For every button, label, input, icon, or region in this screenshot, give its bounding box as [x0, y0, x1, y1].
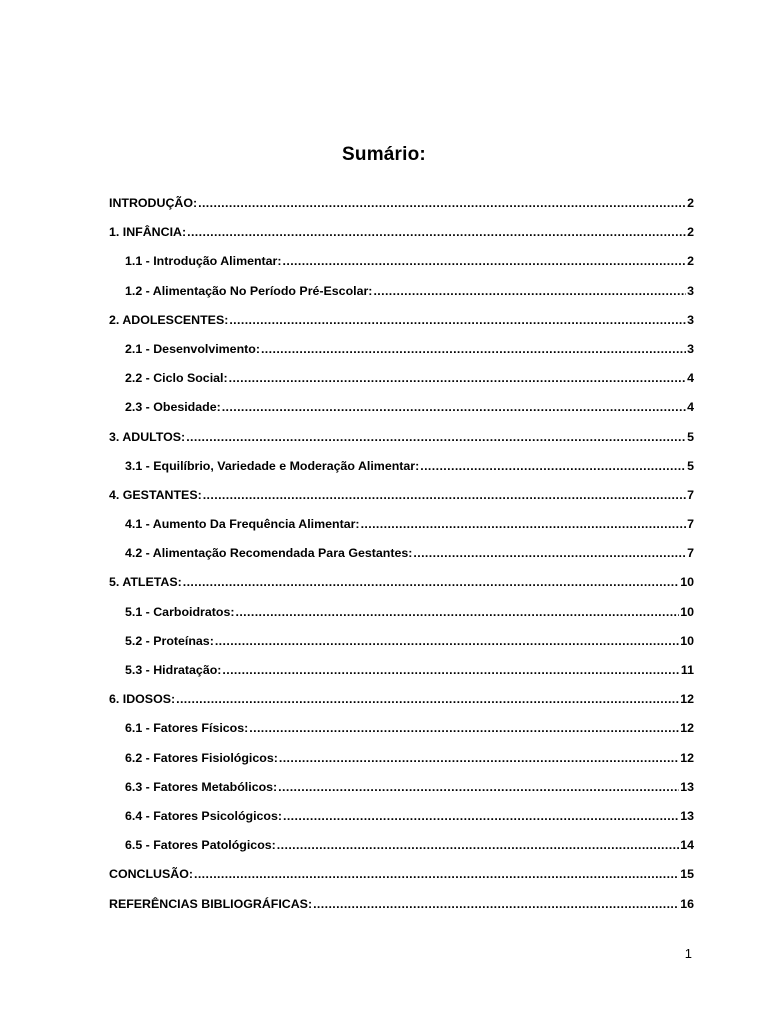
toc-dot-leader: [279, 751, 679, 765]
toc-entry[interactable]: [109, 809, 694, 838]
toc-entry-page: 15: [680, 867, 694, 882]
toc-entry-page: 7: [687, 487, 694, 502]
toc-entry-page: 7: [687, 517, 694, 532]
table-of-contents: [109, 196, 694, 926]
toc-entry-page: 12: [680, 692, 694, 707]
toc-dot-leader: [215, 634, 679, 648]
toc-entry-label: 3. ADULTOS:: [109, 429, 186, 444]
toc-entry-page: 2: [687, 254, 694, 269]
toc-entry-page: 2: [687, 225, 694, 240]
toc-entry-page: 10: [680, 633, 694, 648]
toc-entry-label: 2.3 - Obesidade:: [125, 400, 221, 415]
toc-dot-leader: [198, 196, 686, 210]
toc-entry[interactable]: [109, 605, 694, 634]
toc-entry[interactable]: [109, 517, 694, 546]
toc-dot-leader: [249, 721, 679, 735]
toc-entry-label: 3.1 - Equilíbrio, Variedade e Moderação Alimentar:: [125, 458, 420, 473]
toc-entry-page: 3: [687, 341, 694, 356]
toc-entry-page: 10: [680, 575, 694, 590]
toc-dot-leader: [283, 254, 687, 268]
toc-entry-page: 3: [687, 283, 694, 298]
toc-entry[interactable]: [109, 692, 694, 721]
toc-entry-label: 5.3 - Hidratação:: [125, 663, 222, 677]
toc-entry-label: 6.1 - Fatores Físicos:: [125, 721, 249, 736]
toc-entry[interactable]: [109, 634, 694, 663]
toc-entry[interactable]: [109, 254, 694, 283]
toc-entry-label: INTRODUÇÃO:: [109, 196, 198, 210]
toc-entry[interactable]: [109, 867, 694, 896]
toc-entry-page: 12: [680, 750, 694, 765]
toc-entry-label: 2. ADOLESCENTES:: [109, 312, 229, 327]
toc-entry[interactable]: [109, 780, 694, 809]
toc-entry-page: 5: [687, 429, 694, 444]
toc-dot-leader: [413, 546, 686, 560]
toc-dot-leader: [261, 342, 686, 356]
page-number: 1: [684, 946, 692, 961]
toc-entry-label: 6.3 - Fatores Metabólicos:: [125, 779, 278, 794]
toc-dot-leader: [277, 838, 679, 852]
toc-entry-label: 4. GESTANTES:: [109, 487, 202, 502]
toc-entry[interactable]: [109, 400, 694, 429]
toc-entry[interactable]: [109, 838, 694, 867]
toc-dot-leader: [203, 488, 686, 502]
toc-entry-label: 6.5 - Fatores Patológicos:: [125, 838, 276, 853]
toc-entry-page: 14: [680, 838, 694, 853]
toc-entry-page: 16: [680, 896, 694, 911]
toc-entry-label: 2.1 - Desenvolvimento:: [125, 341, 260, 356]
toc-entry[interactable]: [109, 546, 694, 575]
toc-entry-page: 2: [687, 196, 694, 210]
toc-entry-page: 5: [687, 458, 694, 473]
toc-entry-page: 4: [687, 371, 694, 386]
toc-entry-page: 4: [687, 400, 694, 415]
toc-entry[interactable]: [109, 313, 694, 342]
toc-entry[interactable]: [109, 751, 694, 780]
toc-entry-page: 12: [680, 721, 694, 736]
toc-dot-leader: [222, 663, 679, 677]
toc-entry-label: 5.1 - Carboidratos:: [125, 604, 235, 619]
toc-entry-label: 1.1 - Introdução Alimentar:: [125, 254, 282, 269]
page-title: Sumário:: [342, 144, 426, 165]
toc-entry[interactable]: [109, 459, 694, 488]
toc-entry-label: 5. ATLETAS:: [109, 575, 182, 590]
toc-entry[interactable]: [109, 897, 694, 926]
toc-entry-label: 2.2 - Ciclo Social:: [125, 371, 228, 386]
toc-dot-leader: [186, 430, 686, 444]
toc-entry-label: 6. IDOSOS:: [109, 692, 176, 707]
toc-entry[interactable]: [109, 721, 694, 750]
toc-entry-page: 3: [687, 312, 694, 327]
toc-entry-label: 6.2 - Fatores Fisiológicos:: [125, 750, 278, 765]
toc-dot-leader: [420, 459, 686, 473]
toc-entry-label: 6.4 - Fatores Psicológicos:: [125, 808, 282, 823]
toc-dot-leader: [183, 575, 679, 589]
toc-dot-leader: [229, 371, 686, 385]
toc-dot-leader: [187, 225, 686, 239]
toc-entry-page: 10: [680, 604, 694, 619]
toc-entry-label: 1.2 - Alimentação No Período Pré-Escolar:: [125, 283, 373, 298]
toc-entry[interactable]: [109, 196, 694, 225]
toc-entry-page: 13: [680, 808, 694, 823]
toc-entry-page: 13: [680, 779, 694, 794]
toc-entry-label: 4.1 - Aumento Da Frequência Alimentar:: [125, 517, 360, 532]
toc-entry[interactable]: [109, 575, 694, 604]
toc-dot-leader: [229, 313, 686, 327]
toc-entry-label: CONCLUSÃO:: [109, 867, 193, 882]
toc-entry[interactable]: [109, 663, 694, 692]
toc-dot-leader: [176, 692, 679, 706]
toc-dot-leader: [222, 400, 686, 414]
toc-entry[interactable]: [109, 488, 694, 517]
toc-entry[interactable]: [109, 371, 694, 400]
toc-entry[interactable]: [109, 342, 694, 371]
toc-dot-leader: [278, 780, 679, 794]
toc-dot-leader: [313, 897, 679, 911]
toc-dot-leader: [235, 605, 679, 619]
toc-entry[interactable]: [109, 430, 694, 459]
toc-entry-page: 7: [687, 546, 694, 561]
toc-dot-leader: [194, 867, 679, 881]
toc-entry-label: REFERÊNCIAS BIBLIOGRÁFICAS:: [109, 896, 313, 911]
toc-dot-leader: [361, 517, 687, 531]
toc-entry-label: 4.2 - Alimentação Recomendada Para Gestantes:: [125, 546, 413, 561]
toc-entry[interactable]: [109, 225, 694, 254]
toc-dot-leader: [373, 284, 686, 298]
toc-entry-label: 5.2 - Proteínas:: [125, 633, 214, 648]
toc-dot-leader: [283, 809, 679, 823]
toc-entry-page: 11: [680, 663, 694, 677]
toc-entry-label: 1. INFÂNCIA:: [109, 225, 187, 240]
toc-entry[interactable]: [109, 284, 694, 313]
